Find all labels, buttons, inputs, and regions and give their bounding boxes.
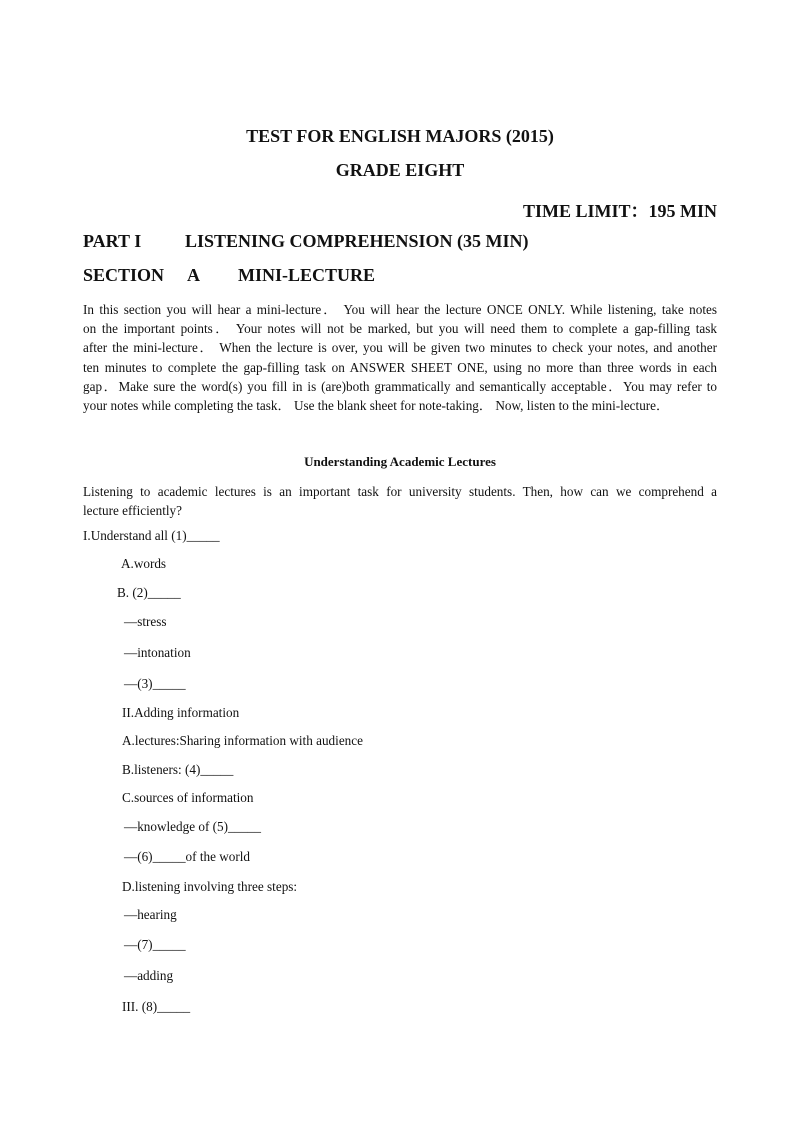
lecture-title: Understanding Academic Lectures [304,454,496,469]
time-limit: TIME LIMIT：195 MIN [522,201,717,221]
outline-item-9: B.listeners: (4)_____ [122,762,234,777]
lecture-intro [83,482,717,520]
section-letter: A [187,265,200,285]
intro-line: lecture efficiently? [83,503,182,518]
instruction-line: on the important points． Your notes will not be marked, but you will need them to complete a gap-filling task [83,321,717,337]
part-label: PART I [83,231,142,251]
outline-item-13: D.listening involving three steps: [122,879,298,894]
section-label: SECTION [83,265,165,285]
section-instructions [83,300,717,415]
outline-item-8: A.lectures:Sharing information with audience [122,733,363,748]
instruction-line: your notes while completing the task． Use the blank sheet for note-taking． Now, listen to the mini-lecture． [83,398,670,414]
outline-item-17: III. (8)_____ [122,999,191,1014]
instruction-line: ten minutes to complete the gap-filling task on ANSWER SHEET ONE, using no more than three words in each [83,359,717,375]
outline-item-11: —knowledge of (5)_____ [124,819,261,834]
instruction-line: after the mini-lecture． When the lecture is over, you will be given two minutes to check your notes, and another [83,340,717,356]
outline-item-1: I.Understand all (1)_____ [83,528,220,543]
exam-grade: GRADE EIGHT [335,160,465,180]
instruction-line: In this section you will hear a mini-lecture． You will hear the lecture ONCE ONLY. While listening, take notes [83,302,717,317]
outline-item-12: —(6)_____of the world [124,849,250,864]
outline-item-14: —hearing [124,907,177,922]
outline-item-4: —stress [124,614,167,629]
outline-item-3: B. (2)_____ [117,585,181,600]
outline-item-5: —intonation [124,645,191,660]
exam-title: TEST FOR ENGLISH MAJORS (2015) [246,126,554,146]
part-heading [83,231,529,252]
intro-line: Listening to academic lectures is an important task for university students. Then, how can we comprehend a [83,484,717,499]
outline-item-7: II.Adding information [122,705,240,720]
outline-item-6: —(3)_____ [124,676,186,691]
instruction-line: gap．Make sure the word(s) you fill in is (are)both grammatically and semantically acceptable．You may refer to [83,378,717,394]
outline-item-2: A.words [121,556,167,571]
section-heading [83,265,376,286]
section-name: MINI-LECTURE [238,265,376,285]
outline-item-15: —(7)_____ [124,937,186,952]
part-name: LISTENING COMPREHENSION (35 MIN) [185,231,529,251]
outline-item-10: C.sources of information [122,790,254,805]
outline-item-16: —adding [124,968,174,983]
